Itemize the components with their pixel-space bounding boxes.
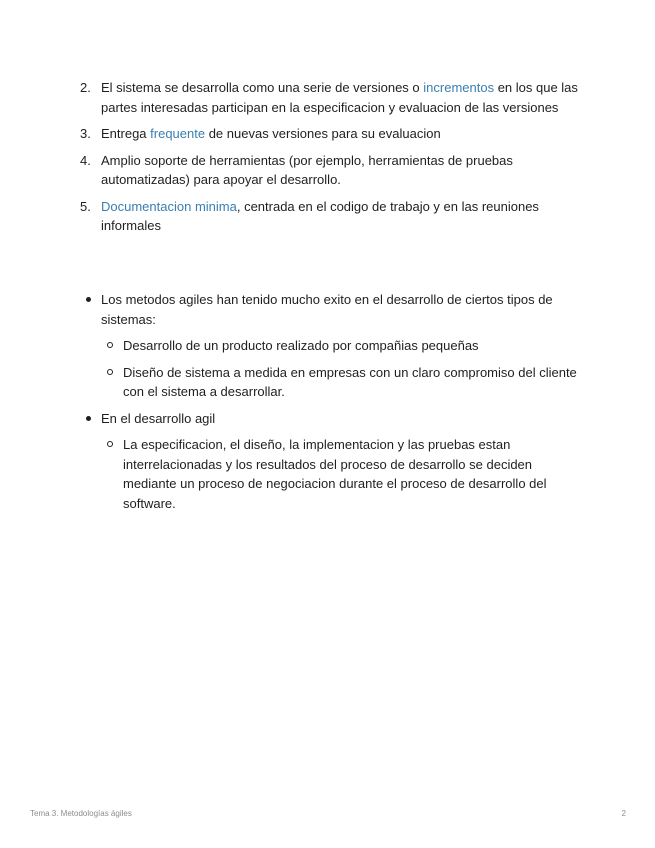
link-frequente[interactable]: frequente xyxy=(150,126,206,141)
footer-title: Tema 3. Metodologías ágiles xyxy=(30,809,132,818)
bullet-dot-icon xyxy=(86,297,91,302)
bullet-dot-icon xyxy=(86,416,91,421)
item-text: Amplio soporte de herramientas (por ejemplo, herramientas de pruebas automatizadas) para apoyar el desarrollo. xyxy=(101,152,513,187)
item-text: de nuevas versiones para su evaluacion xyxy=(205,126,441,141)
numbered-list xyxy=(80,78,585,243)
item-text: en los que las partes interesadas participan en la especificacion y evaluacion de las versiones xyxy=(101,80,578,115)
sub-item xyxy=(101,435,584,513)
sub-item-text: Diseño de sistema a medida en empresas con un claro compromiso del cliente con el sistema a desarrollar. xyxy=(123,364,577,399)
list-marker: 4. xyxy=(80,152,91,168)
sub-item-text: Desarrollo de un producto realizado por compañias pequeñas xyxy=(123,338,479,353)
sub-list xyxy=(101,336,584,402)
numbered-item xyxy=(80,78,585,117)
list-marker: 5. xyxy=(80,198,91,214)
list-marker: 2. xyxy=(80,80,91,95)
link-incrementos[interactable]: incrementos xyxy=(423,80,495,95)
numbered-item xyxy=(80,197,585,236)
item-text: , centrada en el codigo de trabajo y en las reuniones informales xyxy=(101,198,539,233)
link-documentacion-minima[interactable]: Documentacion minima xyxy=(101,198,237,214)
sub-list xyxy=(101,435,584,513)
bullet-text: En el desarrollo agil xyxy=(101,410,216,426)
bullet-item xyxy=(84,409,584,514)
numbered-item xyxy=(80,124,585,144)
item-text: El sistema se desarrolla como una serie de versiones o xyxy=(101,80,424,95)
sub-item xyxy=(101,336,584,356)
bullet-text: Los metodos agiles han tenido mucho exito en el desarrollo de ciertos tipos de sistemas: xyxy=(101,292,553,327)
list-marker: 3. xyxy=(80,126,91,141)
sub-item-text: La especificacion, el diseño, la implementacion y las pruebas estan interrelacionadas y los resultados del proceso de desarrollo se deciden mediante un proceso de negociacion durante el proceso de desarrollo del software. xyxy=(123,437,547,511)
bullet-item xyxy=(84,290,584,402)
hollow-bullet-icon xyxy=(107,369,113,375)
item-text: Entrega xyxy=(101,126,151,141)
numbered-item xyxy=(80,151,585,190)
hollow-bullet-icon xyxy=(107,342,113,348)
hollow-bullet-icon xyxy=(107,441,113,447)
bullet-list xyxy=(84,290,584,520)
page-number: 2 xyxy=(621,809,626,818)
sub-item xyxy=(101,363,584,402)
